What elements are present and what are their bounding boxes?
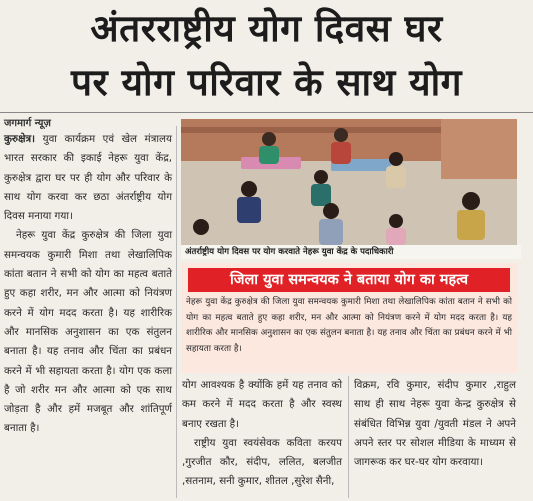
subhead-text: नेहरू युवा केंद्र कुरुक्षेत्र की जिला युवा समन्वयक कुमारी मिशा तथा लेखालिपिक कांता बतान ने सभी को योग का महत्व बताते हुए कहा शरीर, मन और आत्मा को नियंत्रण करने में योग मदद करता है। यह शारीरिक और मानसिक अनुशासन का एक संतुलन बनाता है। यह तनाव और चिंता का प्रबंधन करने में भी सहायता करता है। [186,297,512,354]
article-column-3 [354,376,516,472]
paragraph-intro-text: युवा कार्यक्रम एवं खेल मंत्रालय भारत सरकार की इकाई नेहरू युवा केंद्र, कुरुक्षेत्र द्वारा घर पर ही योग और परिवार के साथ योग करवा कर छठा अंतर्राष्ट्रीय योग दिवस मनाया गया। [4,133,172,223]
article-column-1 [4,130,172,439]
photo-caption: अंतर्राष्ट्रीय योग दिवस पर योग करवाते नेहरू युवा केंद्र के पदाधिकारी [181,245,521,259]
divider [0,112,533,113]
article-column-2 [182,376,342,492]
column-divider [176,126,177,498]
paragraph-body: नेहरू युवा केंद्र कुरुक्षेत्र की जिला युवा समन्वयक कुमारी मिशा तथा लेखालिपिक कांता बतान ने सभी को योग का महत्व बताते हुए कहा शरीर, मन और आत्मा को नियंत्रण करने में योग मदद करता है। यह शारीरिक और मानसिक अनुशासन का एक संतुलन बनाता है। यह तनाव और चिंता का प्रबंधन करने में भी सहायता करता है। योग एक कला है जो शरीर मन और आत्मा को एक साथ जोड़ता है और हमें मजबूत और शांतिपूर्ण बनाता है। [4,229,172,435]
paragraph-col2-1: योग आवश्यक है क्योंकि हमें यह तनाव को कम करने में मदद करता है और स्वस्थ बनाए रखता है। [182,379,342,430]
yoga-photo-illustration [181,119,517,245]
paragraph-intro [4,130,172,226]
subhead-title: जिला युवा समन्वयक ने बताया योग का महत्व [188,268,510,292]
headline-line-2: पर योग परिवार के साथ योग [71,61,462,104]
paragraph-col2-2: राष्ट्रीय युवा स्वयंसेवक कविता करयप ,गुरजीत कौर, संदीप, ललित, बलजीत ,सतनाम, सनी कुमार, शीतल ,सुरेश सैनी, [182,436,342,488]
byline: जगमार्ग न्यूज़ [4,118,51,129]
column-divider-2 [348,376,349,498]
headline-line-1: अंतरराष्ट्रीय योग दिवस घर [90,7,443,50]
yoga-photo [181,119,517,245]
dateline: कुरुक्षेत्र। [4,133,36,145]
paragraph-col3-1: विक्रम, रवि कुमार, संदीप कुमार ,राहुल साथ ही साथ नेहरू युवा केन्द्र कुरुक्षेत्र से संबंधित विभिन्न युवा /युवती मंडल ने अपने अपने स्तर पर सोशल मीडिया के माध्यम से जागरूक कर घर-घर योग करवाया। [354,379,516,469]
